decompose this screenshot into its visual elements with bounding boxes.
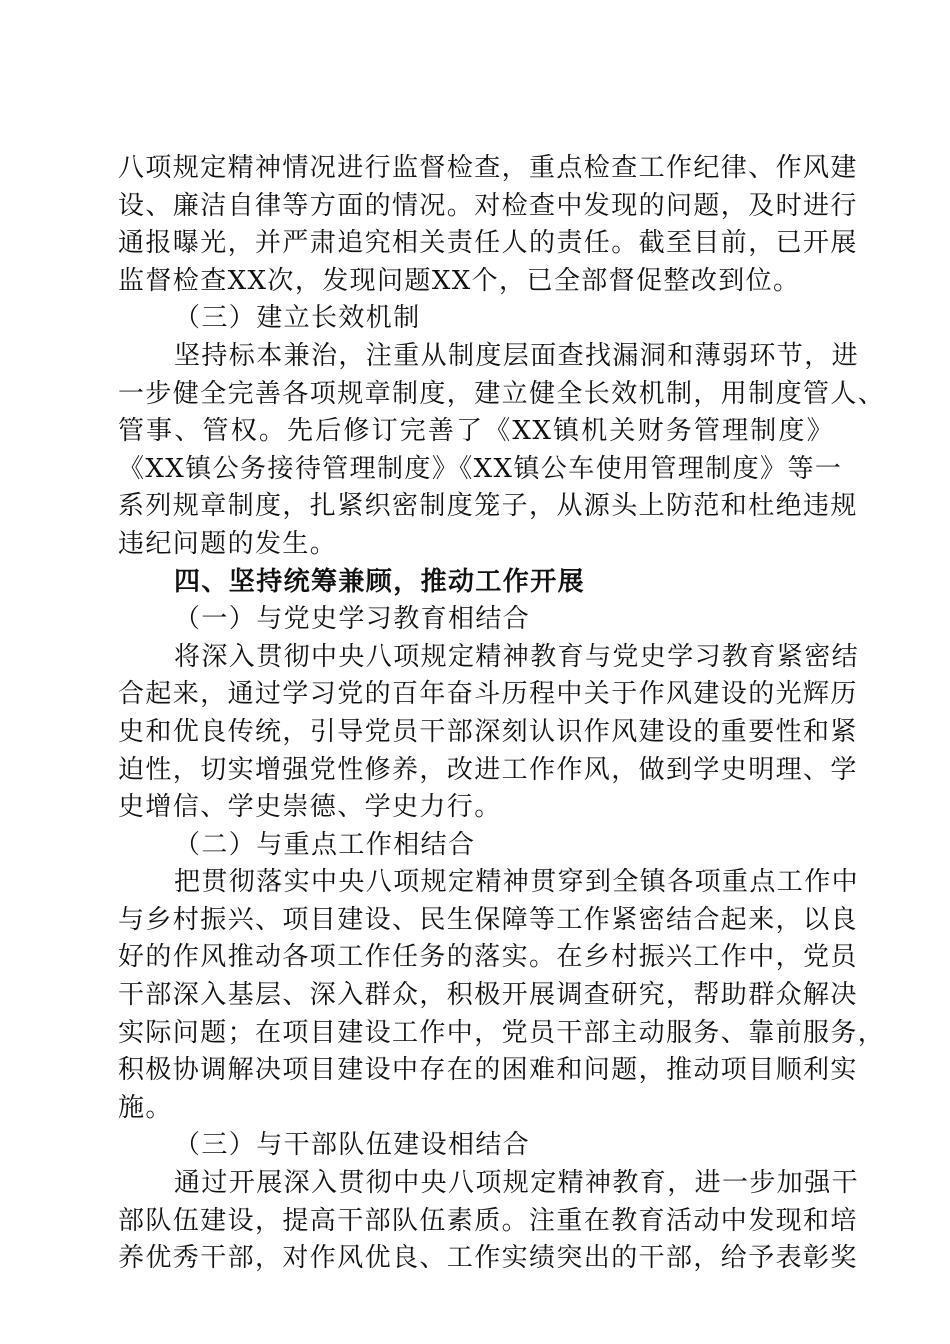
text-line: 系列规章制度，扎紧织密制度笼子，从源头上防范和杜绝违规: [118, 491, 858, 522]
text-line: 将深入贯彻中央八项规定精神教育与党史学习教育紧密结: [174, 641, 860, 672]
text-line: 养优秀干部，对作风优良、工作实绩突出的干部，给予表彰奖: [118, 1243, 858, 1274]
section-subheading: （三）建立长效机制: [174, 303, 421, 334]
text-line: 管事、管权。先后修订完善了《XX镇机关财务管理制度》: [118, 416, 834, 447]
text-line: 监督检查XX次，发现问题XX个，已全部督促整改到位。: [118, 265, 801, 296]
text-line: 设、廉洁自律等方面的情况。对检查中发现的问题，及时进行: [118, 190, 858, 221]
text-line: 干部深入基层、深入群众，积极开展调查研究，帮助群众解决: [118, 980, 858, 1011]
text-line: 八项规定精神情况进行监督检查，重点检查工作纪律、作风建: [118, 153, 858, 183]
section-heading: 四、坚持统筹兼顾，推动工作开展: [174, 566, 586, 597]
text-line: 部队伍建设，提高干部队伍素质。注重在教育活动中发现和培: [118, 1205, 858, 1236]
text-line: 违纪问题的发生。: [118, 528, 338, 559]
section-subheading: （二）与重点工作相结合: [174, 829, 476, 860]
text-line: 通过开展深入贯彻中央八项规定精神教育，进一步加强干: [174, 1168, 860, 1199]
paragraph: [118, 864, 886, 1127]
text-line: 积极协调解决项目建设中存在的困难和问题，推动项目顺利实: [118, 1055, 858, 1086]
text-line: 与乡村振兴、项目建设、民生保障等工作紧密结合起来，以良: [118, 904, 858, 935]
document-page: [118, 150, 886, 1278]
text-line: 迫性，切实增强党性修养，改进工作作风，做到学史明理、学: [118, 754, 858, 785]
text-line: 史和优良传统，引导党员干部深刻认识作风建设的重要性和紧: [118, 716, 858, 747]
text-line: 实际问题；在项目建设工作中，党员干部主动服务、靠前服务，: [118, 1017, 886, 1048]
section-subheading: （一）与党史学习教育相结合: [174, 604, 531, 635]
text-line: 一步健全完善各项规章制度，建立健全长效机制，用制度管人、: [118, 378, 886, 409]
text-line: 合起来，通过学习党的百年奋斗历程中关于作风建设的光辉历: [118, 679, 858, 710]
text-line: 好的作风推动各项工作任务的落实。在乡村振兴工作中，党员: [118, 942, 858, 973]
text-line: 史增信、学史崇德、学史力行。: [118, 792, 502, 823]
section-subheading: （三）与干部队伍建设相结合: [174, 1130, 531, 1161]
paragraph: [118, 338, 886, 564]
text-line: 把贯彻落实中央八项规定精神贯穿到全镇各项重点工作中: [174, 867, 860, 898]
paragraph: [118, 150, 858, 300]
paragraph: [118, 639, 860, 827]
text-line: 坚持标本兼治，注重从制度层面查找漏洞和薄弱环节，进: [174, 340, 860, 371]
paragraph: [118, 1165, 860, 1278]
text-line: 施。: [118, 1092, 173, 1123]
text-line: 通报曝光，并严肃追究相关责任人的责任。截至目前，已开展: [118, 228, 858, 259]
text-line: 《XX镇公务接待管理制度》《XX镇公车使用管理制度》等一: [118, 453, 843, 484]
